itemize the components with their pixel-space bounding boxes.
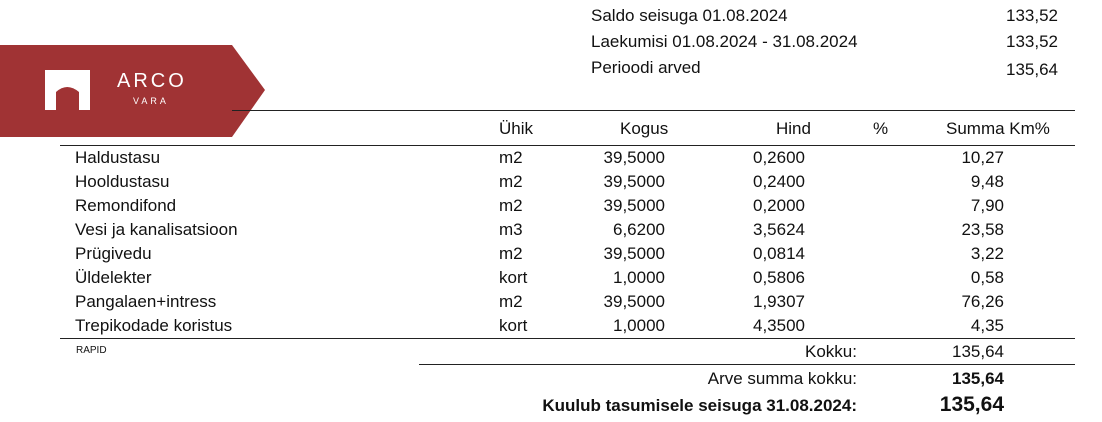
- row-name: Remondifond: [75, 196, 177, 215]
- row-unit: kort: [499, 316, 528, 335]
- row-unit: m2: [499, 148, 523, 167]
- total-value: 135,64: [952, 342, 1004, 361]
- row-sum: 7,90: [970, 196, 1004, 215]
- row-qty: 39,5000: [603, 196, 665, 215]
- summary-value-period-invoices: 135,64: [1006, 60, 1058, 79]
- row-unit: m2: [499, 196, 523, 215]
- header-price: Hind: [776, 119, 811, 138]
- summary-label-balance: Saldo seisuga 01.08.2024: [591, 6, 788, 25]
- row-qty: 6,6200: [613, 220, 665, 239]
- row-price: 4,3500: [753, 316, 805, 335]
- row-name: Vesi ja kanalisatsioon: [75, 220, 238, 239]
- table-header-rule: [60, 145, 1075, 146]
- rapid-label: RAPID: [76, 345, 107, 356]
- row-sum: 10,27: [961, 148, 1004, 167]
- row-qty: 39,5000: [603, 148, 665, 167]
- logo-subtitle: VARA: [133, 96, 169, 106]
- row-name: Trepikodade koristus: [75, 316, 233, 335]
- row-unit: m2: [499, 292, 523, 311]
- row-qty: 39,5000: [603, 292, 665, 311]
- row-price: 0,2400: [753, 172, 805, 191]
- row-price: 0,2600: [753, 148, 805, 167]
- row-sum: 9,48: [970, 172, 1004, 191]
- row-name: Pangalaen+intress: [75, 292, 217, 311]
- header-unit: Ühik: [499, 119, 534, 138]
- summary-label-period-invoices: Perioodi arved: [591, 58, 701, 77]
- house-icon: [45, 70, 90, 110]
- row-unit: m2: [499, 244, 523, 263]
- header-percent: %: [873, 119, 889, 138]
- summary-label-payments: Laekumisi 01.08.2024 - 31.08.2024: [591, 32, 858, 51]
- due-value: 135,64: [939, 393, 1004, 416]
- total-label: Kokku:: [805, 342, 857, 361]
- row-price: 0,2000: [753, 196, 805, 215]
- row-sum: 4,35: [970, 316, 1004, 335]
- invoice-total-label: Arve summa kokku:: [707, 369, 857, 388]
- row-name: Prügivedu: [75, 244, 152, 263]
- row-name: Hooldustasu: [75, 172, 170, 191]
- logo-name: ARCO: [117, 70, 187, 92]
- row-unit: m3: [499, 220, 523, 239]
- table-bottom-rule: [60, 338, 1075, 339]
- row-name: Haldustasu: [75, 148, 161, 167]
- row-unit: m2: [499, 172, 523, 191]
- invoice-rule: [419, 364, 1075, 365]
- row-qty: 1,0000: [613, 268, 665, 287]
- header-qty: Kogus: [620, 119, 669, 138]
- row-name: Üldelekter: [75, 268, 152, 287]
- summary-value-balance: 133,52: [1006, 6, 1058, 25]
- row-sum: 23,58: [961, 220, 1004, 239]
- row-qty: 39,5000: [603, 244, 665, 263]
- row-qty: 39,5000: [603, 172, 665, 191]
- due-label: Kuulub tasumisele seisuga 31.08.2024:: [542, 396, 857, 415]
- row-price: 0,0814: [753, 244, 805, 263]
- row-sum: 3,22: [970, 244, 1004, 263]
- row-sum: 0,58: [970, 268, 1004, 287]
- table-top-rule: [232, 110, 1075, 111]
- row-price: 3,5624: [753, 220, 805, 239]
- row-price: 0,5806: [753, 268, 805, 287]
- summary-value-payments: 133,52: [1006, 32, 1058, 51]
- invoice-total-value: 135,64: [952, 369, 1004, 388]
- row-qty: 1,0000: [613, 316, 665, 335]
- row-unit: kort: [499, 268, 528, 287]
- header-sum: Summa Km%: [946, 119, 1050, 138]
- row-price: 1,9307: [753, 292, 805, 311]
- row-sum: 76,26: [961, 292, 1004, 311]
